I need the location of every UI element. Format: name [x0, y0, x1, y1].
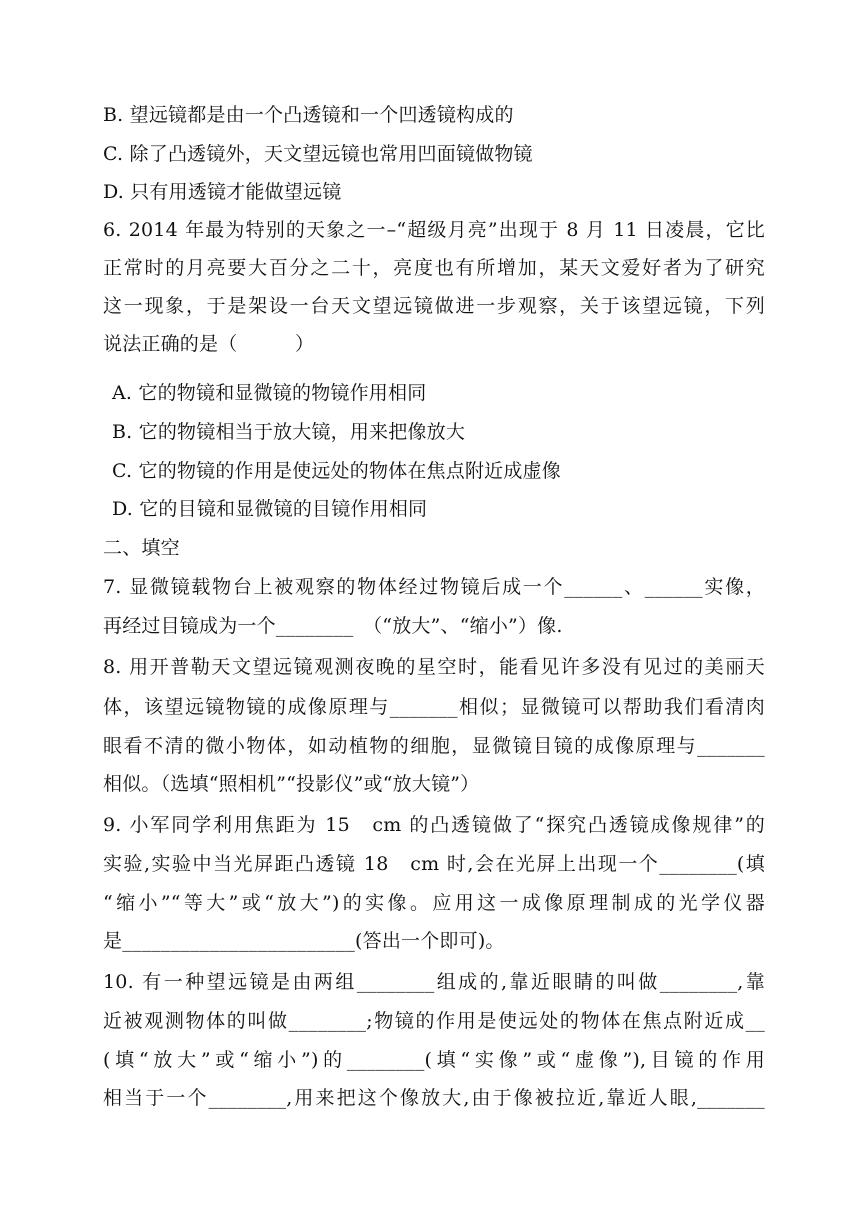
question-9-line-4: 是________________________(答出一个即可)。: [103, 930, 505, 952]
question-10-line-1: 10. 有一种望远镜是由两组________组成的,靠近眼睛的叫做________,靠: [103, 971, 765, 993]
question-10-line-3: (填“放大”或“缩小”)的________(填“实像”或“虚像”),目镜的作用: [103, 1049, 765, 1071]
question-6-line-1: 6. 2014 年最为特别的天象之一–“超级月亮”出现于 8 月 11 日凌晨，它比: [103, 219, 765, 241]
question-10-line-4: 相当于一个________,用来把这个像放大,由于像被拉近,靠近人眼,_______: [103, 1087, 765, 1109]
section-heading-fill-in: 二、填空: [103, 537, 180, 559]
question-10-line-2: 近被观测物体的叫做________;物镜的作用是使远处的物体在焦点附近成__: [103, 1010, 765, 1032]
question-9-line-2: 实验,实验中当光屏距凸透镜 18 cm 时,会在光屏上出现一个________(填: [103, 853, 765, 875]
question-6-line-2: 正常时的月亮要大百分之二十，亮度也有所增加，某天文爱好者为了研究: [103, 257, 765, 279]
option-6a: A. 它的物镜和显微镜的物镜作用相同: [112, 382, 427, 404]
question-7-line-2: 再经过目镜成为一个________ （“放大”、“缩小”）像.: [103, 615, 563, 637]
option-5b: B. 望远镜都是由一个凸透镜和一个凹透镜构成的: [103, 104, 514, 126]
question-6-line-4: 说法正确的是（ ）: [103, 333, 315, 355]
question-8-line-3: 眼看不清的微小物体，如动植物的细胞，显微镜目镜的成像原理与_______: [103, 735, 765, 757]
question-7-line-1: 7. 显微镜载物台上被观察的物体经过物镜后成一个______、______实像，: [103, 576, 765, 598]
question-8-line-1: 8. 用开普勒天文望远镜观测夜晚的星空时，能看见许多没有见过的美丽天: [103, 656, 765, 678]
question-9-line-1: 9. 小军同学利用焦距为 15 cm 的凸透镜做了“探究凸透镜成像规律”的: [103, 814, 765, 836]
question-8-line-2: 体，该望远镜物镜的成像原理与_______相似；显微镜可以帮助我们看清肉: [103, 696, 765, 718]
option-6c: C. 它的物镜的作用是使远处的物体在焦点附近成虚像: [112, 460, 561, 482]
option-6d: D. 它的目镜和显微镜的目镜作用相同: [112, 498, 428, 520]
question-8-line-4: 相似。（选填“照相机”“投影仪”或“放大镜”）: [103, 773, 480, 795]
option-5d: D. 只有用透镜才能做望远镜: [103, 181, 342, 203]
question-9-line-3: “缩小”“等大”或“放大”)的实像。应用这一成像原理制成的光学仪器: [103, 892, 765, 914]
option-6b: B. 它的物镜相当于放大镜，用来把像放大: [112, 421, 466, 443]
option-5c: C. 除了凸透镜外，天文望远镜也常用凹面镜做物镜: [103, 143, 533, 165]
question-6-line-3: 这一现象，于是架设一台天文望远镜做进一步观察，关于该望远镜，下列: [103, 295, 765, 317]
